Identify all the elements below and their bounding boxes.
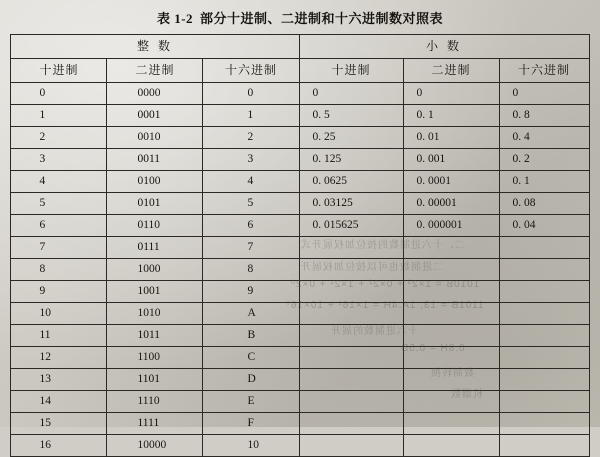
cell-int-hex: 3 — [203, 149, 299, 171]
cell-int-decimal: 11 — [11, 325, 107, 347]
table-row — [11, 413, 589, 435]
cell-int-binary: 1010 — [107, 303, 203, 325]
table-row — [11, 369, 589, 391]
cell-int-hex: 2 — [203, 127, 299, 149]
cell-frac-hex — [499, 325, 589, 347]
cell-int-hex: 8 — [203, 259, 299, 281]
cell-int-decimal: 16 — [11, 435, 107, 457]
column-header-frac-binary: 二进制 — [403, 59, 499, 83]
cell-int-binary: 0100 — [107, 171, 203, 193]
cell-int-decimal: 10 — [11, 303, 107, 325]
table-row — [11, 391, 589, 413]
cell-int-hex: 6 — [203, 215, 299, 237]
showthrough-text: 1010B = 1×2³ + 0×2² + 1×2¹ + 0×2⁰ — [290, 279, 480, 290]
showthrough-text: 0.8H = 0.5D — [400, 343, 465, 354]
cell-int-hex: A — [203, 303, 299, 325]
showthrough-text: 机器数 — [450, 389, 483, 400]
table-row — [11, 303, 589, 325]
cell-frac-hex — [499, 369, 589, 391]
cell-frac-binary — [403, 303, 499, 325]
cell-frac-decimal — [299, 435, 403, 457]
cell-frac-binary: 0. 00001 — [403, 193, 499, 215]
cell-frac-binary — [403, 435, 499, 457]
cell-frac-binary — [403, 391, 499, 413]
showthrough-text: 二、十六进制数的按位加权展开式 — [300, 240, 465, 251]
cell-int-binary: 0010 — [107, 127, 203, 149]
cell-frac-decimal — [299, 325, 403, 347]
cell-frac-binary — [403, 325, 499, 347]
table-row — [11, 171, 589, 193]
table-row — [11, 325, 589, 347]
cell-int-hex: 4 — [203, 171, 299, 193]
cell-int-decimal: 7 — [11, 237, 107, 259]
cell-int-binary: 0110 — [107, 215, 203, 237]
cell-frac-hex: 0 — [499, 83, 589, 105]
cell-frac-hex — [499, 281, 589, 303]
cell-int-hex: D — [203, 369, 299, 391]
cell-frac-decimal: 0 — [299, 83, 403, 105]
cell-frac-decimal: 0. 25 — [299, 127, 403, 149]
cell-int-decimal: 13 — [11, 369, 107, 391]
cell-int-hex: C — [203, 347, 299, 369]
cell-frac-hex — [499, 435, 589, 457]
table-number: 表 1-2 — [156, 11, 194, 26]
showthrough-text: 数制转换 — [430, 368, 474, 379]
cell-int-decimal: 3 — [11, 149, 107, 171]
cell-frac-binary: 0. 000001 — [403, 215, 499, 237]
cell-int-hex: 7 — [203, 237, 299, 259]
cell-frac-hex: 0. 08 — [499, 193, 589, 215]
cell-frac-decimal — [299, 237, 403, 259]
cell-frac-binary: 0. 001 — [403, 149, 499, 171]
cell-frac-hex — [499, 303, 589, 325]
table-row — [11, 281, 589, 303]
cell-int-binary: 1111 — [107, 413, 203, 435]
cell-frac-decimal: 0. 015625 — [299, 215, 403, 237]
cell-frac-binary — [403, 413, 499, 435]
cell-frac-hex — [499, 237, 589, 259]
table-head — [11, 35, 589, 83]
cell-frac-decimal: 0. 125 — [299, 149, 403, 171]
cell-int-binary: 1001 — [107, 281, 203, 303]
cell-frac-hex: 0. 2 — [499, 149, 589, 171]
cell-int-binary: 1100 — [107, 347, 203, 369]
table-row — [11, 149, 589, 171]
table-row — [11, 193, 589, 215]
cell-frac-decimal — [299, 303, 403, 325]
table-row — [11, 127, 589, 149]
cell-int-decimal: 0 — [11, 83, 107, 105]
column-header-frac-decimal: 十进制 — [299, 59, 403, 83]
table-group-header-row — [11, 35, 589, 59]
cell-frac-hex: 0. 04 — [499, 215, 589, 237]
cell-int-hex: B — [203, 325, 299, 347]
cell-int-binary: 1011 — [107, 325, 203, 347]
column-header-frac-hex: 十六进制 — [499, 59, 589, 83]
cell-int-hex: 10 — [203, 435, 299, 457]
group-header-fraction: 小 数 — [299, 35, 589, 59]
cell-int-hex: 9 — [203, 281, 299, 303]
cell-int-hex: 5 — [203, 193, 299, 215]
table-body — [11, 83, 589, 457]
cell-frac-hex — [499, 413, 589, 435]
cell-frac-hex — [499, 259, 589, 281]
cell-frac-hex: 0. 8 — [499, 105, 589, 127]
table-column-header-row — [11, 59, 589, 83]
cell-int-binary: 0101 — [107, 193, 203, 215]
cell-int-binary: 1000 — [107, 259, 203, 281]
cell-frac-decimal — [299, 413, 403, 435]
table-row — [11, 83, 589, 105]
showthrough-text: 二进制数也可以按位加权展开 — [300, 262, 443, 273]
cell-frac-decimal — [299, 391, 403, 413]
cell-frac-binary — [403, 281, 499, 303]
cell-frac-binary: 0. 0001 — [403, 171, 499, 193]
cell-int-decimal: 8 — [11, 259, 107, 281]
cell-int-decimal: 14 — [11, 391, 107, 413]
cell-frac-binary: 0. 01 — [403, 127, 499, 149]
group-header-integer: 整 数 — [11, 35, 299, 59]
cell-frac-hex — [499, 347, 589, 369]
cell-int-hex: E — [203, 391, 299, 413]
column-header-int-binary: 二进制 — [107, 59, 203, 83]
cell-frac-hex: 0. 4 — [499, 127, 589, 149]
cell-int-binary: 0000 — [107, 83, 203, 105]
cell-int-binary: 10000 — [107, 435, 203, 457]
cell-frac-decimal — [299, 281, 403, 303]
cell-int-decimal: 6 — [11, 215, 107, 237]
cell-frac-decimal — [299, 259, 403, 281]
cell-frac-decimal — [299, 369, 403, 391]
cell-frac-decimal: 0. 03125 — [299, 193, 403, 215]
table-row — [11, 237, 589, 259]
cell-int-binary: 1101 — [107, 369, 203, 391]
cell-frac-decimal: 0. 0625 — [299, 171, 403, 193]
cell-int-decimal: 5 — [11, 193, 107, 215]
table-row — [11, 105, 589, 127]
cell-int-binary: 0001 — [107, 105, 203, 127]
table-row — [11, 435, 589, 457]
cell-int-hex: F — [203, 413, 299, 435]
column-header-int-hex: 十六进制 — [203, 59, 299, 83]
cell-frac-hex: 0. 1 — [499, 171, 589, 193]
table-row — [11, 215, 589, 237]
column-header-int-decimal: 十进制 — [11, 59, 107, 83]
cell-frac-decimal — [299, 347, 403, 369]
cell-int-binary: 1110 — [107, 391, 203, 413]
cell-int-decimal: 2 — [11, 127, 107, 149]
cell-int-decimal: 9 — [11, 281, 107, 303]
table-row — [11, 259, 589, 281]
table-title-text: 部分十进制、二进制和十六进制数对照表 — [200, 11, 444, 26]
cell-frac-binary — [403, 259, 499, 281]
cell-frac-decimal: 0. 5 — [299, 105, 403, 127]
cell-frac-binary — [403, 369, 499, 391]
cell-int-hex: 1 — [203, 105, 299, 127]
cell-int-decimal: 1 — [11, 105, 107, 127]
cell-frac-binary: 0. 1 — [403, 105, 499, 127]
cell-int-hex: 0 — [203, 83, 299, 105]
page-title — [10, 8, 590, 27]
cell-frac-binary — [403, 237, 499, 259]
showthrough-text: 十六进制数的展开 — [330, 326, 418, 337]
cell-frac-binary: 0 — [403, 83, 499, 105]
cell-frac-hex — [499, 391, 589, 413]
cell-int-decimal: 15 — [11, 413, 107, 435]
number-systems-table — [10, 34, 589, 457]
cell-int-binary: 0011 — [107, 149, 203, 171]
cell-int-decimal: 4 — [11, 171, 107, 193]
table-row — [11, 347, 589, 369]
showthrough-text: 1101B = 13, 1A.4H = 1×16¹ + 10×16⁰ — [285, 300, 484, 311]
cell-int-decimal: 12 — [11, 347, 107, 369]
cell-int-binary: 0111 — [107, 237, 203, 259]
cell-frac-binary — [403, 347, 499, 369]
